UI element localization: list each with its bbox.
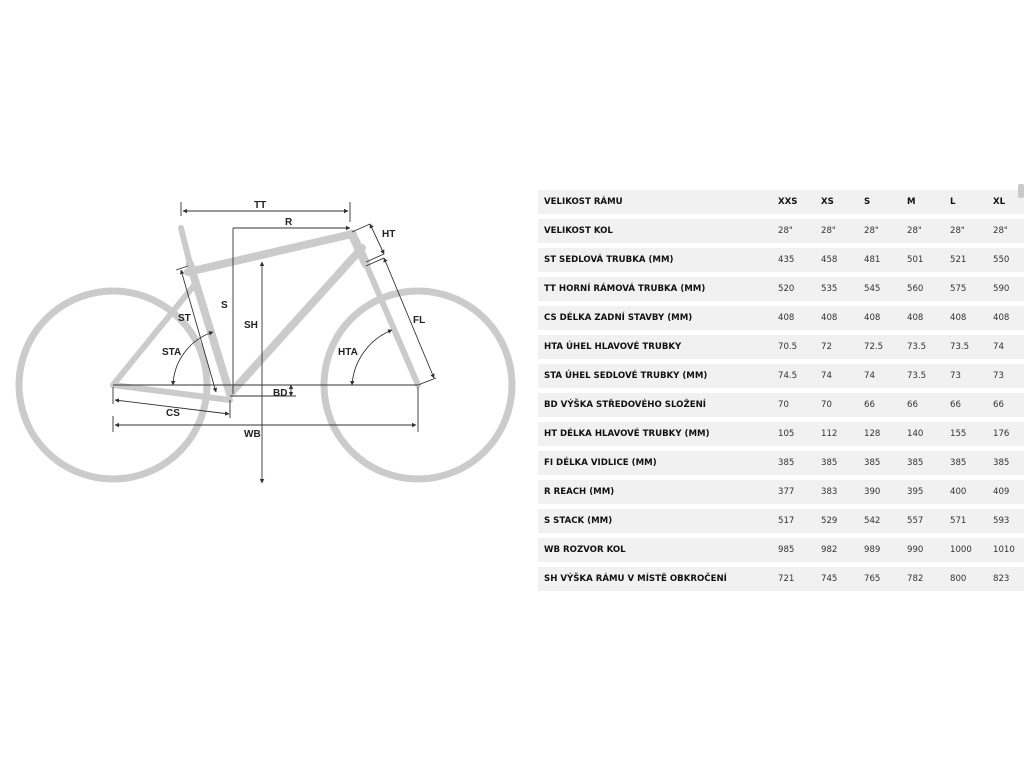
- value-cell: 28": [821, 219, 864, 243]
- row-label: ST SEDLOVÁ TRUBKA (MM): [538, 248, 778, 272]
- value-cell: 982: [821, 538, 864, 562]
- row-label: TT HORNÍ RÁMOVÁ TRUBKA (MM): [538, 277, 778, 301]
- value-cell: 74: [993, 335, 1024, 359]
- value-cell: 176: [993, 422, 1024, 446]
- value-cell: 517: [778, 509, 821, 533]
- value-cell: 66: [864, 393, 907, 417]
- row-label: VELIKOST KOL: [538, 219, 778, 243]
- value-cell: 721: [778, 567, 821, 591]
- value-cell: 105: [778, 422, 821, 446]
- value-cell: 481: [864, 248, 907, 272]
- table-row: [538, 364, 1024, 388]
- value-cell: 408: [778, 306, 821, 330]
- row-label: BD VÝŠKA STŘEDOVÉHO SLOŽENÍ: [538, 393, 778, 417]
- value-cell: 385: [864, 451, 907, 475]
- value-cell: 989: [864, 538, 907, 562]
- geometry-table: [538, 185, 1024, 596]
- row-label: CS DÉLKA ZADNÍ STAVBY (MM): [538, 306, 778, 330]
- value-cell: 28": [778, 219, 821, 243]
- value-cell: 823: [993, 567, 1024, 591]
- value-cell: 765: [864, 567, 907, 591]
- row-label: SH VÝŠKA RÁMU V MÍSTĚ OBKROČENÍ: [538, 567, 778, 591]
- table-header-row: [538, 190, 1024, 214]
- value-cell: 66: [907, 393, 950, 417]
- value-cell: 542: [864, 509, 907, 533]
- value-cell: 395: [907, 480, 950, 504]
- value-cell: 385: [950, 451, 993, 475]
- value-cell: 72: [821, 335, 864, 359]
- tt-label: TT: [254, 200, 267, 211]
- value-cell: 73: [993, 364, 1024, 388]
- bike-frame: [113, 228, 418, 400]
- table-row: [538, 393, 1024, 417]
- r-label: R: [285, 217, 293, 228]
- value-cell: 408: [864, 306, 907, 330]
- row-label: HTA ÚHEL HLAVOVÉ TRUBKY: [538, 335, 778, 359]
- value-cell: 383: [821, 480, 864, 504]
- value-cell: 28": [950, 219, 993, 243]
- value-cell: 28": [993, 219, 1024, 243]
- scrollbar-thumb[interactable]: [1018, 184, 1024, 198]
- value-cell: 782: [907, 567, 950, 591]
- value-cell: 66: [950, 393, 993, 417]
- value-cell: 72.5: [864, 335, 907, 359]
- table-row: [538, 248, 1024, 272]
- value-cell: 74: [864, 364, 907, 388]
- sta-label: STA: [162, 347, 182, 358]
- value-cell: 408: [950, 306, 993, 330]
- size-header: S: [864, 190, 907, 214]
- size-header: M: [907, 190, 950, 214]
- value-cell: 74.5: [778, 364, 821, 388]
- value-cell: 155: [950, 422, 993, 446]
- s-label: S: [221, 300, 228, 311]
- value-cell: 70.5: [778, 335, 821, 359]
- value-cell: 550: [993, 248, 1024, 272]
- hta-label: HTA: [338, 347, 358, 358]
- value-cell: 571: [950, 509, 993, 533]
- cs-label: CS: [166, 408, 180, 419]
- value-cell: 385: [907, 451, 950, 475]
- table-row: [538, 451, 1024, 475]
- size-header: XXS: [778, 190, 821, 214]
- value-cell: 745: [821, 567, 864, 591]
- size-header: L: [950, 190, 993, 214]
- table-row: [538, 335, 1024, 359]
- value-cell: 28": [907, 219, 950, 243]
- fork: [366, 264, 418, 385]
- wb-label: WB: [244, 429, 261, 440]
- value-cell: 400: [950, 480, 993, 504]
- value-cell: 435: [778, 248, 821, 272]
- st-label: ST: [178, 313, 191, 324]
- value-cell: 28": [864, 219, 907, 243]
- value-cell: 385: [993, 451, 1024, 475]
- value-cell: 1010: [993, 538, 1024, 562]
- value-cell: 521: [950, 248, 993, 272]
- value-cell: 408: [821, 306, 864, 330]
- bd-label: BD: [273, 388, 288, 399]
- table-row: [538, 509, 1024, 533]
- value-cell: 73.5: [950, 335, 993, 359]
- value-cell: 377: [778, 480, 821, 504]
- top-tube: [188, 234, 352, 272]
- size-header: XS: [821, 190, 864, 214]
- value-cell: 73.5: [907, 335, 950, 359]
- value-cell: 529: [821, 509, 864, 533]
- value-cell: 385: [778, 451, 821, 475]
- value-cell: 112: [821, 422, 864, 446]
- table-body: [538, 219, 1024, 591]
- row-label: STA ÚHEL SEDLOVÉ TRUBKY (MM): [538, 364, 778, 388]
- row-label: R REACH (MM): [538, 480, 778, 504]
- seat-post: [181, 228, 190, 264]
- value-cell: 985: [778, 538, 821, 562]
- ht-label: HT: [382, 229, 396, 240]
- value-cell: 140: [907, 422, 950, 446]
- value-cell: 390: [864, 480, 907, 504]
- value-cell: 458: [821, 248, 864, 272]
- row-label: FI DÉLKA VIDLICE (MM): [538, 451, 778, 475]
- chain-stay: [113, 385, 230, 400]
- value-cell: 1000: [950, 538, 993, 562]
- value-cell: 560: [907, 277, 950, 301]
- value-cell: 128: [864, 422, 907, 446]
- value-cell: 990: [907, 538, 950, 562]
- value-cell: 385: [821, 451, 864, 475]
- value-cell: 590: [993, 277, 1024, 301]
- row-label: S STACK (MM): [538, 509, 778, 533]
- table-row: [538, 306, 1024, 330]
- header-label: VELIKOST RÁMU: [538, 190, 778, 214]
- row-label: WB ROZVOR KOL: [538, 538, 778, 562]
- value-cell: 70: [778, 393, 821, 417]
- sh-label: SH: [244, 320, 258, 331]
- fl-label: FL: [413, 315, 426, 326]
- value-cell: 535: [821, 277, 864, 301]
- value-cell: 409: [993, 480, 1024, 504]
- value-cell: 408: [907, 306, 950, 330]
- value-cell: 520: [778, 277, 821, 301]
- value-cell: 73.5: [907, 364, 950, 388]
- table-row: [538, 567, 1024, 591]
- value-cell: 501: [907, 248, 950, 272]
- table-row: [538, 480, 1024, 504]
- hta-angle-arc: [352, 330, 392, 385]
- value-cell: 74: [821, 364, 864, 388]
- value-cell: 575: [950, 277, 993, 301]
- row-label: HT DÉLKA HLAVOVÉ TRUBKY (MM): [538, 422, 778, 446]
- table-row: [538, 538, 1024, 562]
- table-row: [538, 277, 1024, 301]
- value-cell: 800: [950, 567, 993, 591]
- size-header: XL: [993, 190, 1024, 214]
- value-cell: 70: [821, 393, 864, 417]
- value-cell: 593: [993, 509, 1024, 533]
- value-cell: 557: [907, 509, 950, 533]
- table-row: [538, 422, 1024, 446]
- value-cell: 545: [864, 277, 907, 301]
- value-cell: 73: [950, 364, 993, 388]
- value-cell: 66: [993, 393, 1024, 417]
- table-row: [538, 219, 1024, 243]
- value-cell: 408: [993, 306, 1024, 330]
